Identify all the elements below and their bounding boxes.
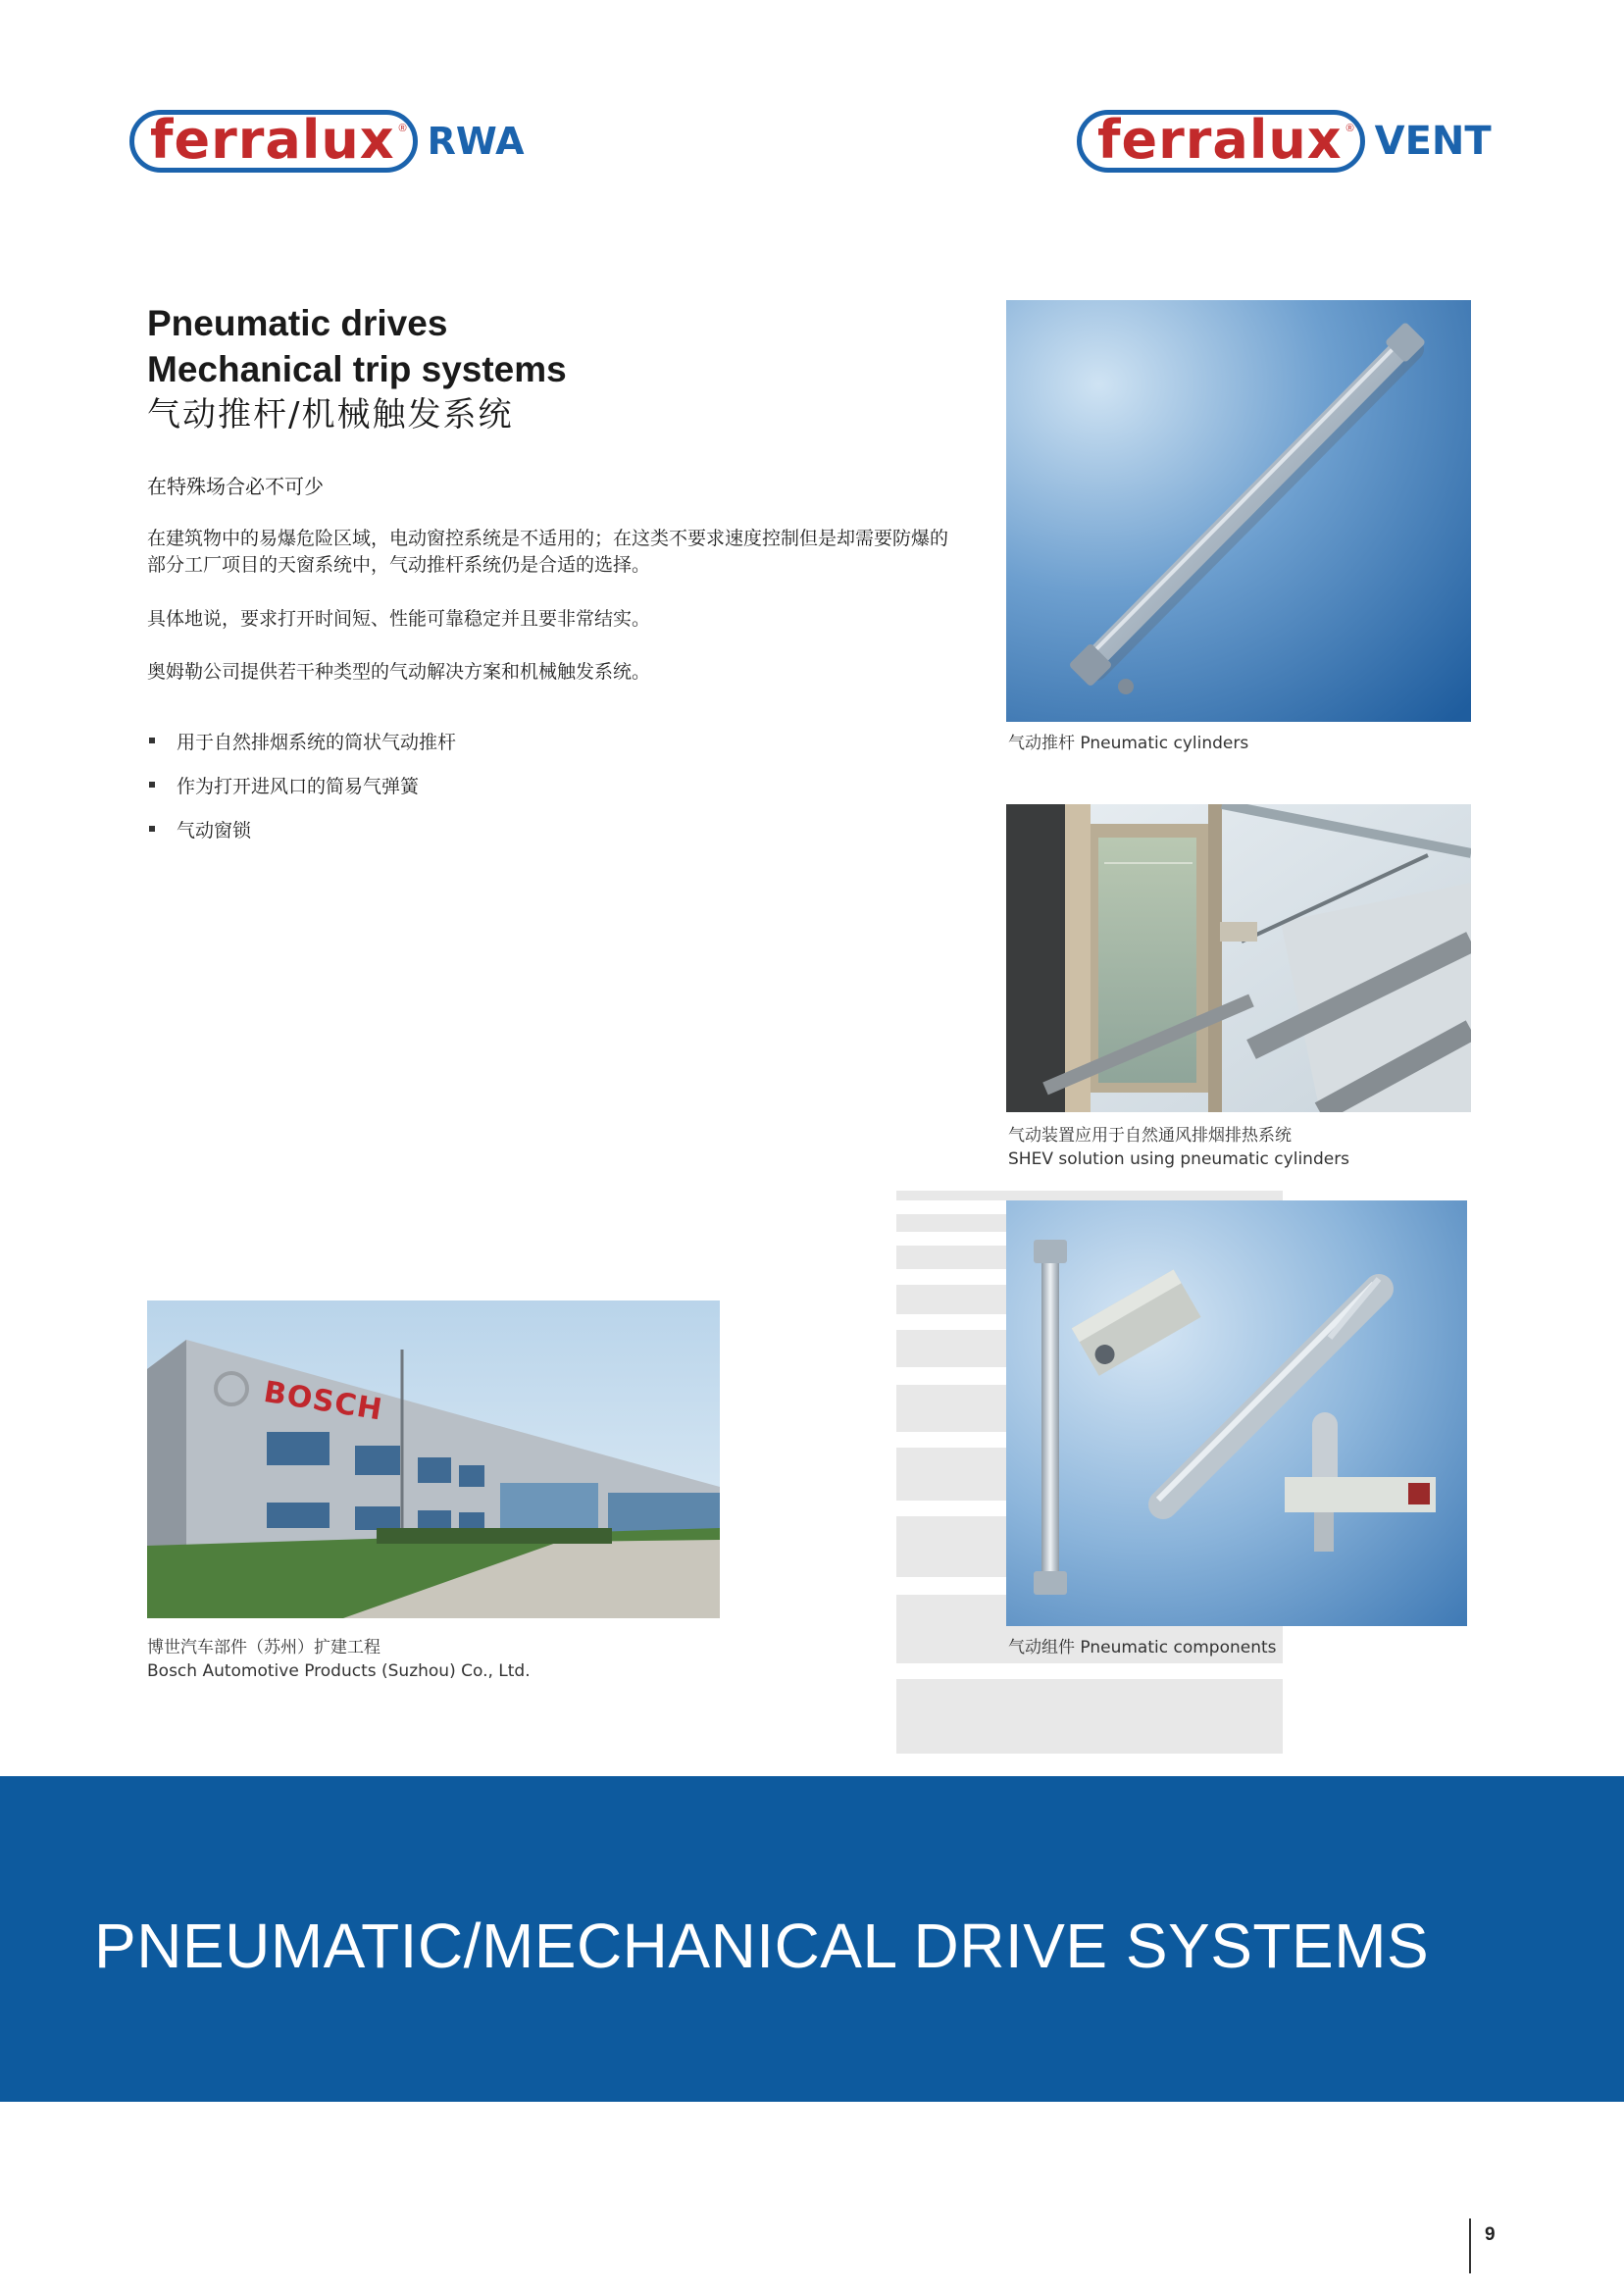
caption-pneumatic-cylinders: 气动推杆 Pneumatic cylinders xyxy=(1008,734,1249,753)
registered-mark: ® xyxy=(398,123,407,134)
caption-pneumatic-components: 气动组件 Pneumatic components xyxy=(1008,1638,1277,1657)
list-item xyxy=(147,772,456,816)
section-title: PNEUMATIC/MECHANICAL DRIVE SYSTEMS xyxy=(94,1911,1430,1981)
page-number-rule xyxy=(1469,2218,1471,2273)
heading-line-1: Pneumatic drives xyxy=(147,303,448,343)
photo-pneumatic-components xyxy=(1006,1200,1467,1626)
logo-wordmark: ferralux xyxy=(1097,109,1343,171)
bullet-icon xyxy=(149,826,155,832)
bullet-text: 作为打开进风口的简易气弹簧 xyxy=(177,776,420,797)
decorative-stripe xyxy=(896,1679,1283,1754)
subheading: 在特殊场合必不可少 xyxy=(147,475,324,498)
logo-pill xyxy=(129,110,418,173)
heading-line-cn: 气动推杆/机械触发系统 xyxy=(147,395,514,434)
caption-shev-en: SHEV solution using pneumatic cylinders xyxy=(1008,1149,1350,1169)
list-item xyxy=(147,816,456,860)
paragraph-3: 奥姆勒公司提供若干种类型的气动解决方案和机械触发系统。 xyxy=(147,661,651,683)
bullet-icon xyxy=(149,738,155,743)
registered-mark: ® xyxy=(1345,123,1354,134)
heading-line-2: Mechanical trip systems xyxy=(147,349,567,389)
photo-pneumatic-cylinder xyxy=(1006,300,1471,722)
bullet-list xyxy=(147,728,456,860)
decorative-stripe xyxy=(896,1191,1283,1200)
list-item xyxy=(147,728,456,772)
photo-shev-installation xyxy=(1006,804,1471,1112)
page-heading xyxy=(147,300,567,437)
bullet-text: 用于自然排烟系统的筒状气动推杆 xyxy=(177,732,457,753)
logo-ferralux-vent xyxy=(1077,110,1492,173)
bullet-text: 气动窗锁 xyxy=(177,820,252,841)
page-number: 9 xyxy=(1485,2224,1496,2245)
logo-ferralux-rwa xyxy=(129,110,525,173)
section-band xyxy=(0,1776,1624,2102)
logo-suffix-vent: VENT xyxy=(1374,119,1492,164)
logo-suffix-rwa: RWA xyxy=(427,120,525,163)
bosch-sign: BOSCH xyxy=(261,1375,385,1428)
bullet-icon xyxy=(149,782,155,788)
caption-bosch-cn: 博世汽车部件（苏州）扩建工程 xyxy=(147,1638,381,1657)
caption-shev-cn: 气动装置应用于自然通风排烟排热系统 xyxy=(1008,1126,1292,1146)
paragraph-2: 具体地说，要求打开时间短、性能可靠稳定并且要非常结实。 xyxy=(147,608,651,630)
photo-bosch-building xyxy=(147,1300,720,1618)
logo-wordmark: ferralux xyxy=(150,109,395,171)
logo-pill xyxy=(1077,110,1365,173)
caption-bosch-en: Bosch Automotive Products (Suzhou) Co., Ltd. xyxy=(147,1661,531,1681)
paragraph-1: 在建筑物中的易爆危险区域，电动窗控系统是不适用的；在这类不要求速度控制但是却需要防爆的部分工厂项目的天窗系统中，气动推杆系统仍是合适的选择。 xyxy=(147,528,949,576)
